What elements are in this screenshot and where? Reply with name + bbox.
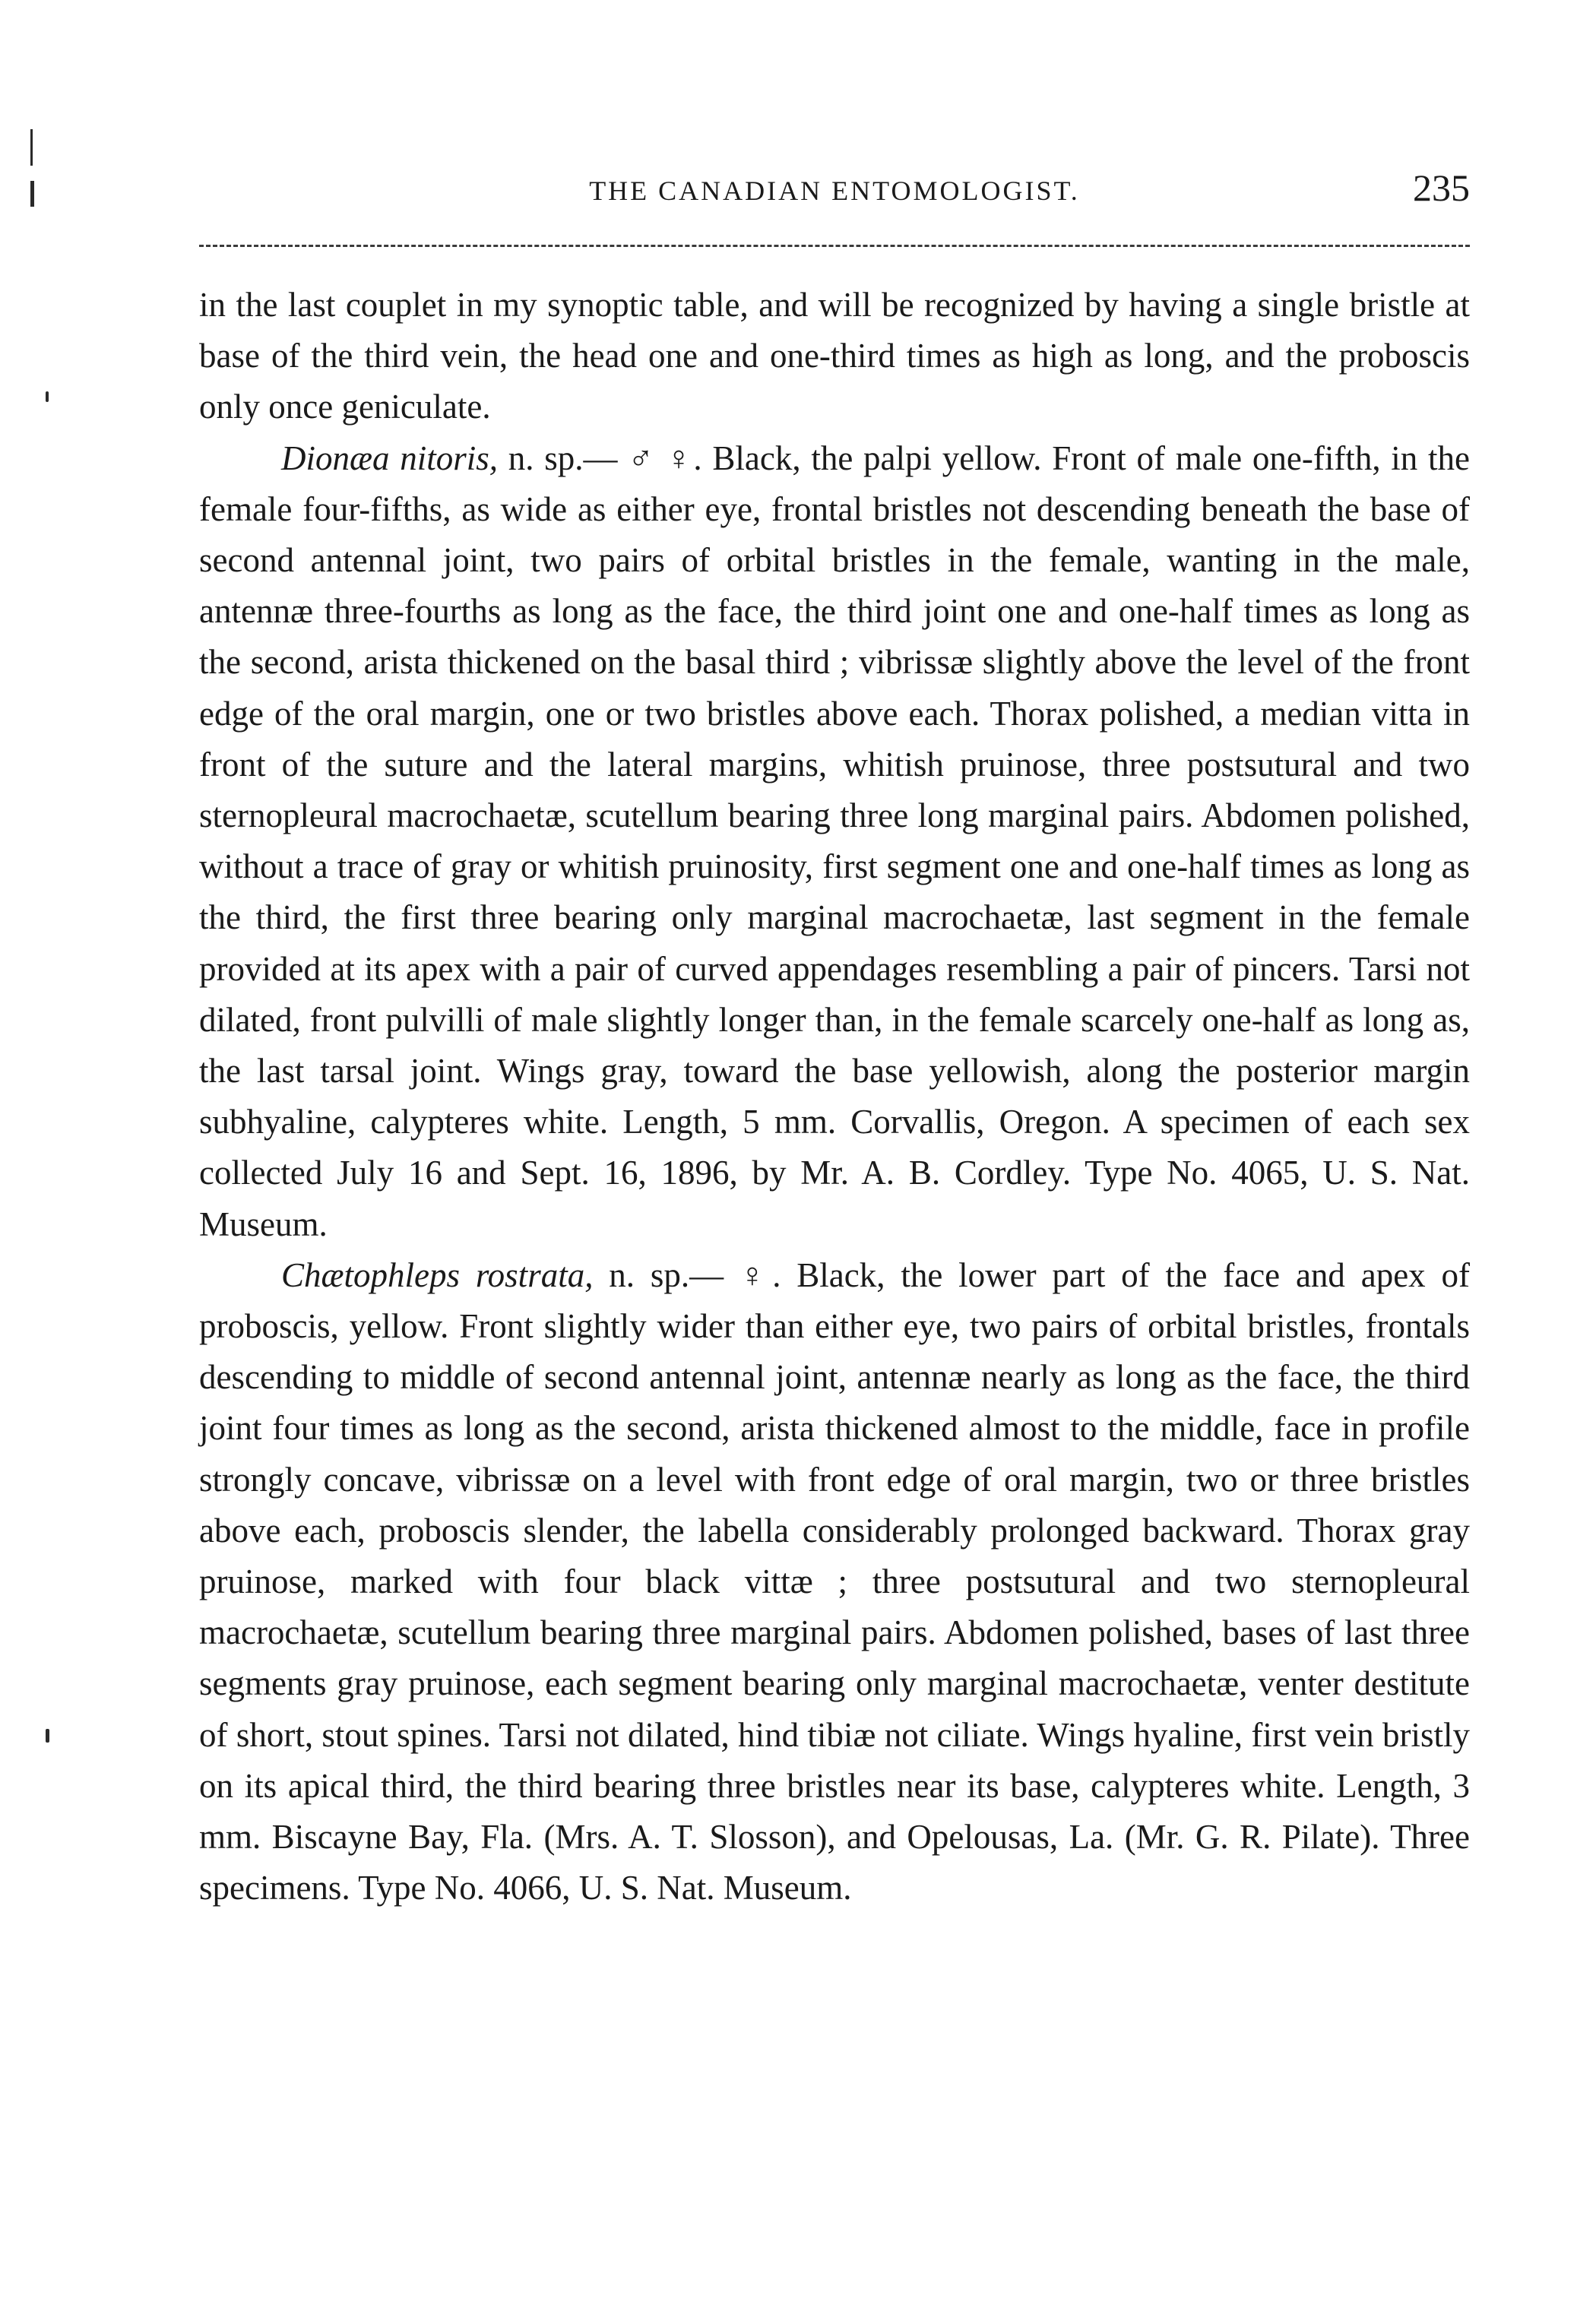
header-rule: [199, 245, 1470, 247]
journal-title: THE CANADIAN ENTOMOLOGIST.: [589, 176, 1080, 206]
running-head: [199, 166, 1470, 213]
paragraph-continuation: [199, 280, 1470, 433]
margin-mark: [46, 1729, 49, 1743]
species-name: Chætophleps rostrata,: [281, 1255, 594, 1294]
margin-mark: [30, 129, 33, 166]
margin-mark: [46, 391, 49, 402]
margin-mark: [30, 181, 34, 207]
species-name: Dionæa nitoris,: [281, 438, 499, 477]
paragraph-text: n. sp.— ♀. Black, the lower part of the face and apex of proboscis, yellow. Front slightly wider than either eye, two pairs of orbital bristles, frontals descending to middle of second antennal joint, antennæ nearly as long as the face, the third joint four times as long as the second, arista thickened almost to the middle, face in profile strongly concave, vibrissæ on a level with front edge of oral margin, two or three bristles above each, proboscis slender, the labella considerably prolonged backward. Thorax gray pruinose, marked with four black vittæ ; three postsutural and two sternopleural macrochaetæ, scutellum bearing three marginal pairs. Abdomen polished, bases of last three segments gray pruinose, each segment bearing only marginal macrochaetæ, venter destitute of short, stout spines. Tarsi not dilated, hind tibiæ not ciliate. Wings hyaline, first vein bristly on its apical third, the third bearing three bristles near its base, calypteres white. Length, 3 mm. Biscayne Bay, Fla. (Mrs. A. T. Slosson), and Opelousas, La. (Mr. G. R. Pilate). Three specimens. Type No. 4066, U. S. Nat. Museum.: [199, 1255, 1470, 1907]
paragraph-chaetophleps-rostrata: [199, 1250, 1470, 1914]
paragraph-text: in the last couplet in my synoptic table, and will be recognized by having a single bristle at base of the third vein, the head one and one-third times as high as long, and the proboscis only once geniculate.: [199, 286, 1470, 426]
page-number: 235: [1413, 166, 1470, 209]
body-text: [199, 280, 1470, 1914]
paragraph-dionaea-nitoris: [199, 433, 1470, 1250]
paragraph-text: n. sp.— ♂ ♀. Black, the palpi yellow. Front of male one-fifth, in the female four-fifths, as wide as either eye, frontal bristles not descending beneath the base of second antennal joint, two pairs of orbital bristles in the female, wanting in the male, antennæ three-fourths as long as the face, the third joint one and one-half times as long as the second, arista thickened on the basal third ; vibrissæ slightly above the level of the front edge of the oral margin, one or two bristles above each. Thorax polished, a median vitta in front of the suture and the lateral margins, whitish pruinose, three postsutural and two sternopleural macrochaetæ, scutellum bearing three long marginal pairs. Abdomen polished, without a trace of gray or whitish pruinosity, first segment one and one-half times as long as the third, the first three bearing only marginal macrochaetæ, last segment in the female provided at its apex with a pair of curved appendages resembling a pair of pincers. Tarsi not dilated, front pulvilli of male slightly longer than, in the female scarcely one-half as long as, the last tarsal joint. Wings gray, toward the base yellowish, along the posterior margin subhyaline, calypteres white. Length, 5 mm. Corvallis, Oregon. A specimen of each sex collected July 16 and Sept. 16, 1896, by Mr. A. B. Cordley. Type No. 4065, U. S. Nat. Museum.: [199, 438, 1470, 1243]
